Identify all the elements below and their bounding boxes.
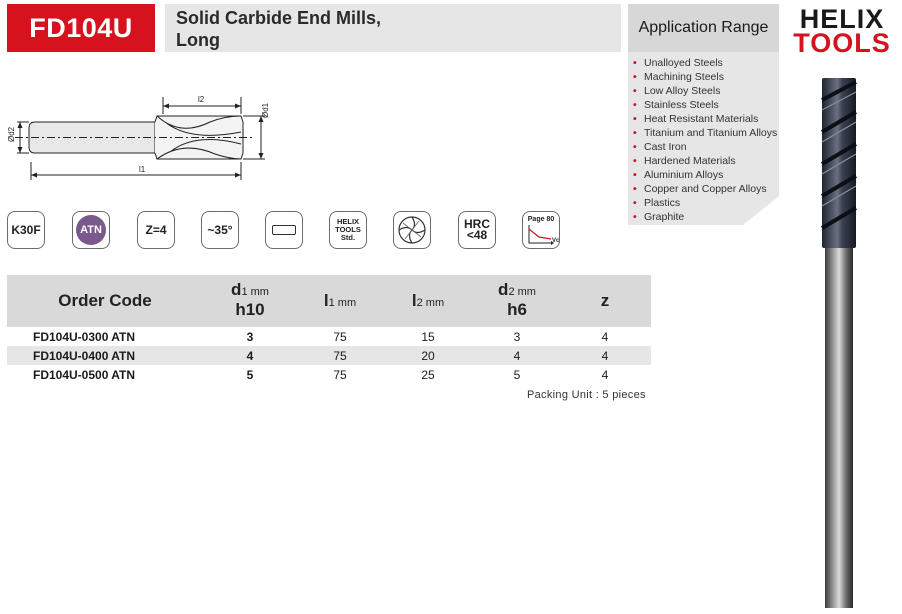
bullet-icon: • <box>633 71 637 83</box>
cross-section-graphic <box>397 215 427 245</box>
plain-shank-icon <box>265 211 303 249</box>
application-item-label: Stainless Steels <box>644 99 719 111</box>
application-item <box>633 126 777 140</box>
helix-angle-icon <box>201 211 239 249</box>
cell-z: 4 <box>601 349 609 363</box>
page-ref-label: Page 80 <box>527 216 555 223</box>
cell-code: FD104U-0500 ATN <box>33 368 136 382</box>
application-item-label: Hardened Materials <box>644 155 736 167</box>
brand-logo-line1: HELIX <box>799 4 885 34</box>
bullet-icon: • <box>633 141 637 153</box>
col-d1 <box>210 281 290 319</box>
bullet-icon: • <box>633 197 637 209</box>
application-item <box>633 98 777 112</box>
std-line3: Std. <box>340 233 356 242</box>
std-line1: HELIX <box>336 217 360 226</box>
application-item-label: Graphite <box>644 211 685 223</box>
end-mill-drawing <box>5 92 275 187</box>
end-mill-photo <box>805 70 875 610</box>
helix-label: ~35° <box>207 222 233 237</box>
application-item <box>633 112 777 126</box>
bullet-icon: • <box>633 85 637 97</box>
d2-tolerance: h6 <box>507 300 527 319</box>
application-range-list <box>633 56 777 224</box>
application-item-label: Plastics <box>644 197 681 209</box>
cell-code: FD104U-0300 ATN <box>33 330 136 344</box>
cell-d1: 4 <box>246 349 254 363</box>
d2-symbol: d <box>498 280 509 299</box>
cell-l1: 75 <box>333 349 347 363</box>
hrc-line2: <48 <box>466 228 488 242</box>
cell-l1: 75 <box>333 368 347 382</box>
cross-section-icon <box>393 211 431 249</box>
col-l1 <box>300 291 380 311</box>
d2-label: Ød2 <box>7 126 16 142</box>
bullet-icon: • <box>633 99 637 111</box>
brand-logo-line2: TOOLS <box>793 28 891 58</box>
application-item <box>633 70 777 84</box>
application-item-label: Machining Steels <box>644 71 724 83</box>
bullet-icon: • <box>633 127 637 139</box>
cell-l2: 15 <box>421 330 435 344</box>
product-code-badge: FD104U <box>7 4 155 52</box>
col-l2 <box>388 291 468 311</box>
application-item <box>633 168 777 182</box>
l2-label: l2 <box>198 95 205 104</box>
bullet-icon: • <box>633 183 637 195</box>
cutting-chart-graphic <box>525 223 560 247</box>
coating-label: ATN <box>76 215 106 245</box>
cell-d2: 4 <box>513 349 521 363</box>
cell-z: 4 <box>601 330 609 344</box>
product-title-line1: Solid Carbide End Mills, <box>176 8 382 28</box>
d2-unit: 2 mm <box>508 286 536 298</box>
bullet-icon: • <box>633 113 637 125</box>
d1-symbol: d <box>231 280 242 299</box>
flutes-icon <box>137 211 175 249</box>
d1-label: Ød1 <box>261 102 270 118</box>
application-item <box>633 210 777 224</box>
cell-l1: 75 <box>333 330 347 344</box>
application-item <box>633 196 777 210</box>
table-row <box>7 327 651 346</box>
flutes-label: Z=4 <box>145 222 167 237</box>
cell-d1: 3 <box>246 330 254 344</box>
cell-code: FD104U-0400 ATN <box>33 349 136 363</box>
cell-l2: 20 <box>421 349 435 363</box>
cell-d2: 3 <box>513 330 521 344</box>
bullet-icon: • <box>633 57 637 69</box>
helix-tools-standard-icon <box>329 211 367 249</box>
application-item-label: Aluminium Alloys <box>644 169 724 181</box>
grade-k30f-icon <box>7 211 45 249</box>
application-item <box>633 56 777 70</box>
packing-unit: Packing Unit : 5 pieces <box>527 389 646 401</box>
d1-tolerance: h10 <box>235 300 265 319</box>
cell-z: 4 <box>601 368 609 382</box>
application-range-title: Application Range <box>628 4 779 52</box>
l1-unit: 1 mm <box>328 297 357 309</box>
application-item <box>633 154 777 168</box>
application-item <box>633 182 777 196</box>
application-item-label: Titanium and Titanium Alloys <box>644 127 778 139</box>
std-line2: TOOLS <box>335 225 361 234</box>
table-row <box>7 365 651 384</box>
l1-symbol: l <box>323 291 329 310</box>
vc-label: Vc <box>552 238 560 244</box>
col-d2 <box>477 281 557 319</box>
application-item <box>633 84 777 98</box>
cell-l2: 25 <box>421 368 435 382</box>
cell-d2: 5 <box>513 368 521 382</box>
l2-symbol: l <box>411 291 417 310</box>
hrc-line1: HRC <box>464 217 490 231</box>
application-item <box>633 140 777 154</box>
cutting-data-icon <box>522 211 560 249</box>
col-z: z <box>600 291 610 310</box>
bullet-icon: • <box>633 169 637 181</box>
bullet-icon: • <box>633 211 637 223</box>
cell-d1: 5 <box>246 368 254 382</box>
hardness-icon <box>458 211 496 249</box>
coating-atn-icon <box>72 211 110 249</box>
product-title-line2: Long <box>176 30 220 50</box>
application-item-label: Unalloyed Steels <box>644 57 723 69</box>
col-order-code: Order Code <box>58 291 152 310</box>
application-item-label: Heat Resistant Materials <box>644 113 759 125</box>
d1-unit: 1 mm <box>241 286 269 298</box>
grade-label: K30F <box>11 222 41 237</box>
bullet-icon: • <box>633 155 637 167</box>
shank-shape <box>272 225 296 235</box>
table-row <box>7 346 651 365</box>
application-item-label: Low Alloy Steels <box>644 85 721 97</box>
application-item-label: Copper and Copper Alloys <box>644 183 767 195</box>
l2-unit: 2 mm <box>416 297 445 309</box>
l1-label: l1 <box>139 165 146 174</box>
application-item-label: Cast Iron <box>644 141 687 153</box>
